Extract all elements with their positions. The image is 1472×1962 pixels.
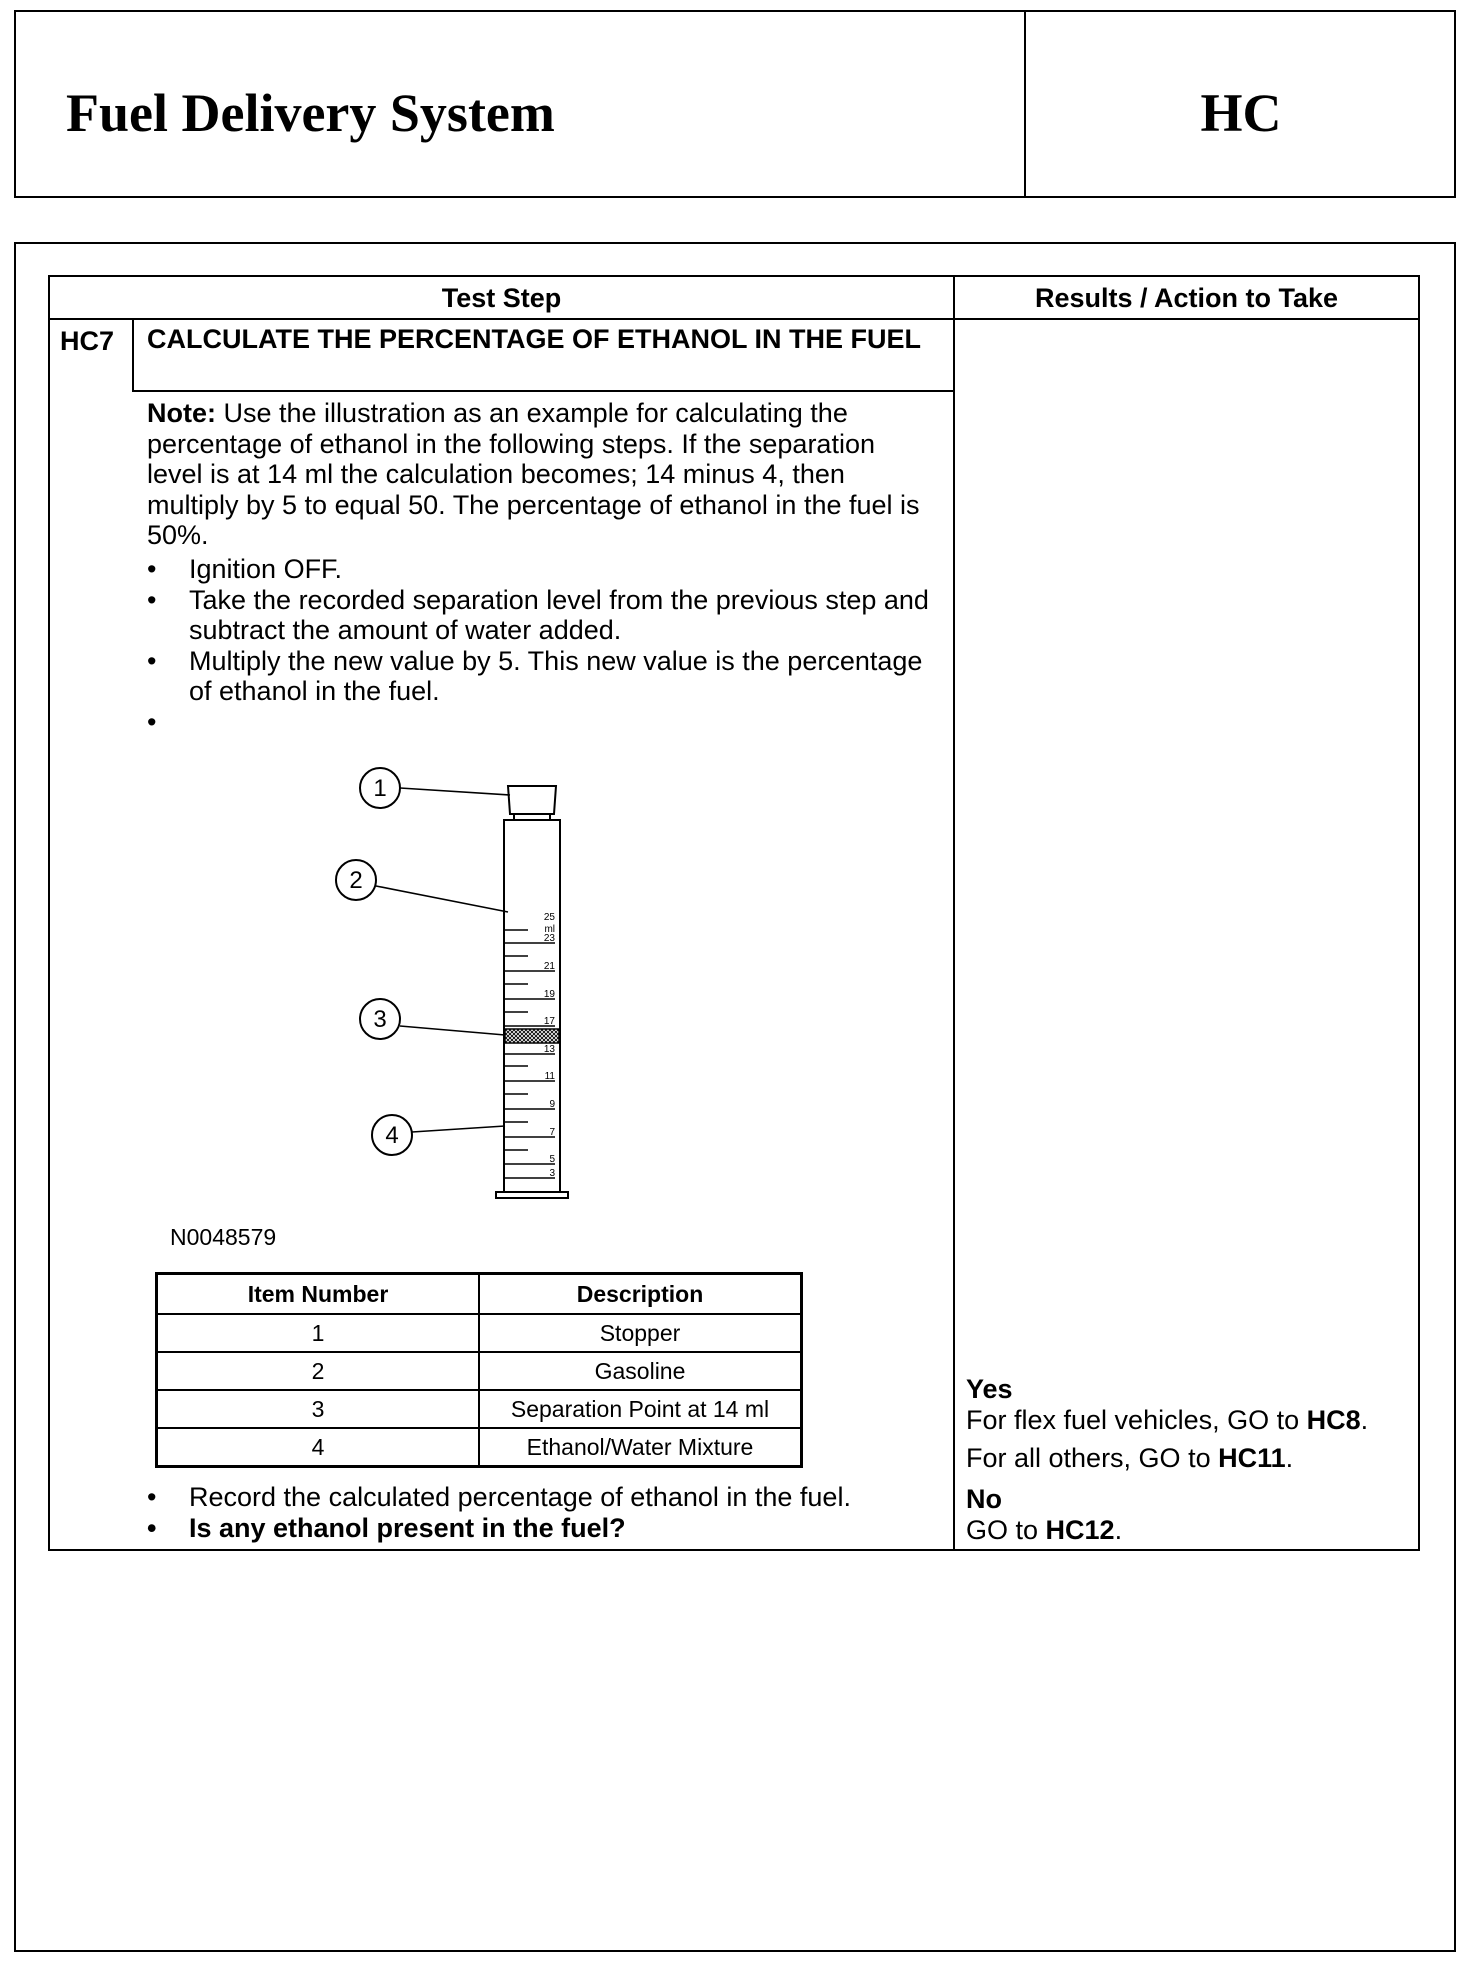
- column-header-results: Results / Action to Take: [1034, 283, 1339, 313]
- legend-header-description: Description: [479, 1274, 802, 1315]
- legend-description: Ethanol/Water Mixture: [479, 1428, 802, 1467]
- yes-action-others: For all others, GO to HC11.: [966, 1443, 1294, 1473]
- list-item-question: • Is any ethanol present in the fuel?: [147, 1513, 932, 1544]
- table-row: [157, 1390, 802, 1428]
- callout-label: 2: [349, 867, 363, 894]
- legend-table: [155, 1272, 803, 1468]
- figure-id: N0048579: [170, 1224, 277, 1250]
- list-item: • Take the recorded separation level from the previous step and subtract the amount of water added.: [147, 585, 932, 646]
- callout-label: 4: [385, 1122, 399, 1149]
- separation-band: [505, 1029, 559, 1043]
- callout-label: 3: [373, 1006, 387, 1033]
- column-divider: [953, 275, 955, 1551]
- scale-label: 11: [544, 1071, 555, 1082]
- list-item: • Ignition OFF.: [147, 554, 932, 585]
- section-title: Fuel Delivery System: [66, 83, 555, 143]
- scale-label: 25: [543, 912, 555, 923]
- scale-label: 13: [543, 1044, 555, 1055]
- list-item: • Multiply the new value by 5. This new value is the percentage of ethanol in the fuel.: [147, 646, 932, 707]
- scale-label: 7: [549, 1127, 555, 1138]
- step-id-divider: [132, 318, 134, 390]
- no-action: GO to HC12.: [966, 1515, 1123, 1545]
- action-text: GO to: [966, 1515, 1046, 1545]
- scale-label: 19: [543, 989, 555, 1000]
- table-row: [157, 1314, 802, 1352]
- note-paragraph: [147, 398, 932, 551]
- step-id: HC7: [60, 326, 115, 356]
- result-no: [966, 1484, 1406, 1546]
- step-title-rule: [132, 390, 954, 392]
- table-row: [157, 1428, 802, 1467]
- step-instructions: [147, 554, 932, 737]
- legend-item-number: 3: [157, 1390, 480, 1428]
- scale-label: 23: [543, 933, 555, 944]
- legend-item-number: 2: [157, 1352, 480, 1390]
- scale-unit: ml: [544, 924, 555, 935]
- note-label: Note:: [147, 398, 216, 428]
- legend-item-number: 1: [157, 1314, 480, 1352]
- legend-description: Stopper: [479, 1314, 802, 1352]
- step-link-hc11[interactable]: HC11: [1218, 1443, 1286, 1473]
- step-link-hc12[interactable]: HC12: [1045, 1515, 1115, 1545]
- scale-label: 17: [543, 1016, 555, 1027]
- scale-label: 9: [549, 1099, 555, 1110]
- answer-yes-label: Yes: [966, 1374, 1013, 1404]
- stopper-shape: [508, 786, 556, 814]
- legend-header-row: [157, 1274, 802, 1315]
- legend-description: Separation Point at 14 ml: [479, 1390, 802, 1428]
- result-yes: [966, 1374, 1406, 1474]
- scale-label: 3: [549, 1168, 555, 1179]
- action-text: For flex fuel vehicles, GO to: [966, 1405, 1307, 1435]
- list-item: [147, 707, 932, 737]
- page-header: [14, 10, 1456, 198]
- scale-label: 21: [543, 961, 555, 972]
- answer-no-label: No: [966, 1484, 1002, 1514]
- step-link-hc8[interactable]: HC8: [1306, 1405, 1361, 1435]
- note-text: Use the illustration as an example for calculating the percentage of ethanol in the following steps. If the separation level is at 14 ml the calculation becomes; 14 minus 4, then multiply by 5 to equal 50. The percentage of ethanol in the fuel is 50%.: [147, 398, 920, 550]
- legend-header-item: Item Number: [157, 1274, 480, 1315]
- step-final-instructions: [147, 1482, 932, 1543]
- graduated-cylinder-illustration: [300, 760, 600, 1240]
- table-row: [157, 1352, 802, 1390]
- cylinder-base: [496, 1192, 568, 1198]
- legend-item-number: 4: [157, 1428, 480, 1467]
- yes-action-flex: For flex fuel vehicles, GO to HC8.: [966, 1405, 1369, 1435]
- list-item: • Record the calculated percentage of ethanol in the fuel.: [147, 1482, 932, 1513]
- callout-label: 1: [373, 775, 387, 802]
- step-title: CALCULATE THE PERCENTAGE OF ETHANOL IN THE FUEL: [147, 324, 921, 354]
- action-text: For all others, GO to: [966, 1443, 1219, 1473]
- column-header-test-step: Test Step: [441, 283, 562, 313]
- legend-description: Gasoline: [479, 1352, 802, 1390]
- header-row-rule: [48, 318, 1420, 320]
- scale-label: 5: [549, 1154, 555, 1165]
- section-code: HC: [1200, 83, 1282, 143]
